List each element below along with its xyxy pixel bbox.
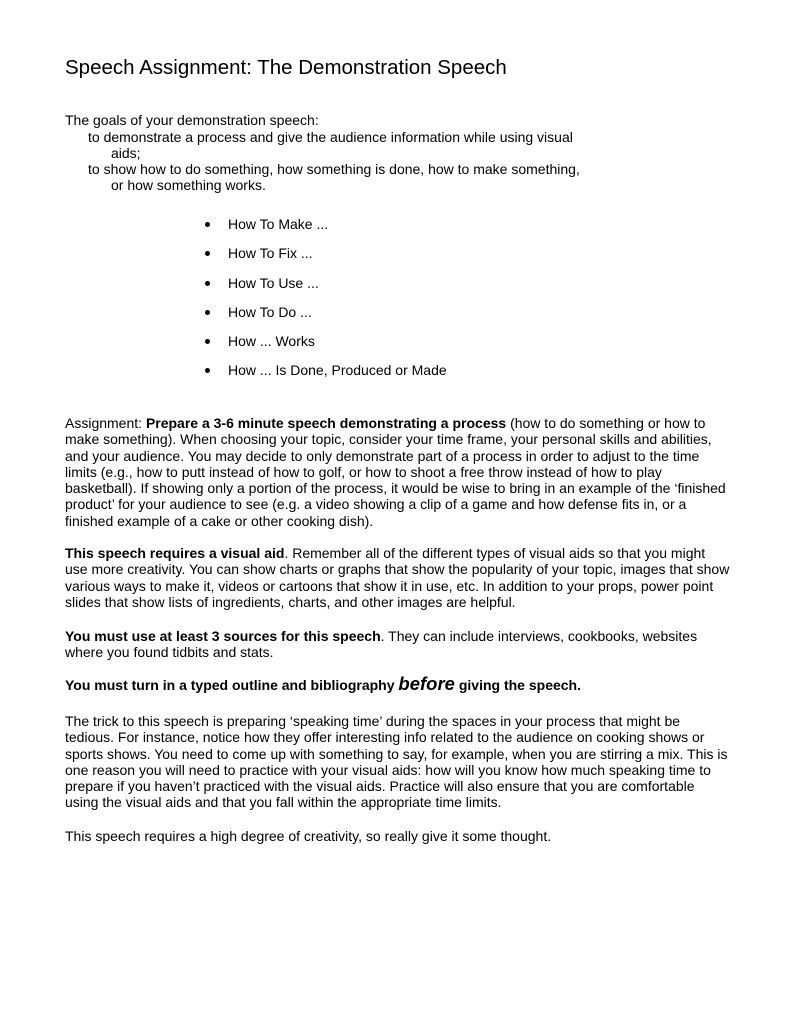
- bullet-item: [200, 245, 447, 274]
- outline-part1: You must turn in a typed outline and bibliography: [65, 677, 399, 693]
- outline-emphasis: before: [398, 673, 455, 694]
- bullet-item: [200, 333, 447, 362]
- visual-aid-paragraph: [65, 545, 731, 610]
- sources-text: . They can include interviews, cookbooks, websites where you found tidbits and stats.: [65, 628, 698, 661]
- assignment-label: Assignment:: [65, 415, 146, 431]
- bullet-text: How ... Is Done, Produced or Made: [228, 362, 447, 379]
- closing-paragraph: This speech requires a high degree of creativity, so really give it some thought.: [65, 828, 552, 844]
- trick-paragraph: The trick to this speech is preparing ‘speaking time’ during the spaces in your process that might be tedious. For instance, notice how they offer interesting info related to the audience on cooking shows or sports shows. You need to come up with something to say, for example, when you are stirring a mix. This is one reason you will need to practice with your visual aids: how will you know how much speaking time to prepare if you haven’t practiced with the visual aids. Practice will also ensure that you are comfortable using the visual aids and that you fall within the appropriate time limits.: [65, 713, 728, 811]
- goals-intro: The goals of your demonstration speech:: [65, 112, 319, 128]
- bullet-item: [200, 216, 447, 245]
- outline-requirement: [65, 673, 731, 694]
- bullet-text: How To Fix ...: [228, 245, 313, 262]
- goal-item: to demonstrate a process and give the audience information while using visual aids;: [88, 129, 573, 162]
- assignment-paragraph: [65, 415, 731, 529]
- bullet-dot-icon: [205, 368, 210, 373]
- assignment-text: (how to do something or how to make something). When choosing your topic, consider your time frame, your personal skills and abilities, and your audience. You may decide to only demonstrate part of a process in order to adjust to the time limits (e.g., how to putt instead of how to golf, or how to shoot a free throw instead of how to play basketball). If showing only a portion of the process, it would be wise to bring in an example of the ‘finished product’ for your audience to see (e.g. a video showing a clip of a game and how defense fits in, or a finished example of a cake or other cooking dish).: [65, 415, 726, 529]
- page-title: Speech Assignment: The Demonstration Speech: [65, 56, 507, 79]
- sources-paragraph: [65, 628, 731, 661]
- goal-item: to show how to do something, how something is done, how to make something, or how something works.: [88, 161, 580, 194]
- bullet-dot-icon: [205, 339, 210, 344]
- bullet-text: How To Do ...: [228, 303, 312, 320]
- bullet-item: [200, 304, 447, 333]
- visual-aid-bold: This speech requires a visual aid: [65, 545, 285, 561]
- outline-part2: giving the speech.: [454, 677, 581, 693]
- bullet-dot-icon: [205, 310, 210, 315]
- bullet-dot-icon: [205, 281, 210, 286]
- bullet-dot-icon: [205, 222, 210, 227]
- bullet-text: How To Make ...: [228, 216, 329, 232]
- bullet-item: [200, 362, 447, 391]
- sources-bold: You must use at least 3 sources for this speech: [65, 628, 381, 644]
- bullet-dot-icon: [205, 251, 210, 256]
- assignment-bold: Prepare a 3-6 minute speech demonstrating a process: [145, 415, 507, 431]
- topic-bullet-list: [200, 216, 447, 392]
- bullet-text: How To Use ...: [228, 274, 319, 291]
- bullet-text: How ... Works: [228, 333, 315, 350]
- visual-aid-text: . Remember all of the different types of visual aids so that you might use more creativity. You can show charts or graphs that show the popularity of your topic, images that show various ways to make it, videos or cartoons that show it in use, etc. In addition to your props, power point slides that show lists of ingredients, charts, and other images are helpful.: [65, 545, 730, 610]
- bullet-item: [200, 275, 447, 304]
